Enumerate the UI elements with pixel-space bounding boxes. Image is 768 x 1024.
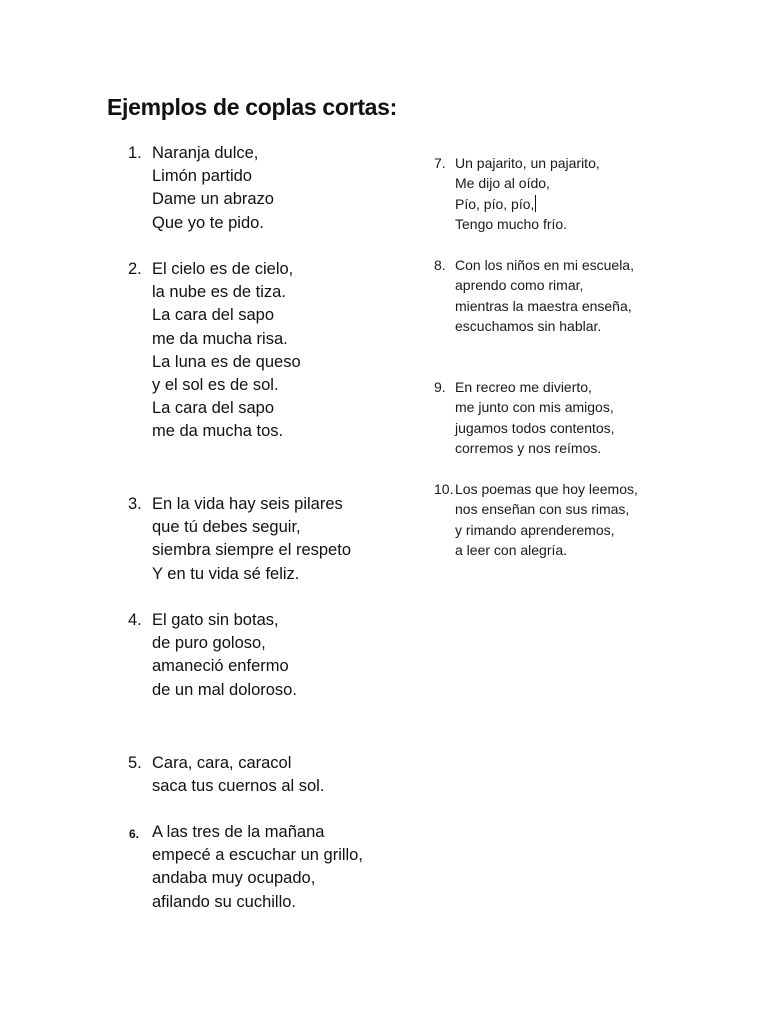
copla-line: corremos y nos reímos.: [455, 439, 602, 456]
copla-line: El gato sin botas,: [152, 611, 279, 629]
copla-line: nos enseñan con sus rimas,: [455, 501, 630, 518]
copla-line: En recreo me divierto,: [455, 379, 592, 395]
copla-line: Naranja dulce,: [152, 144, 259, 162]
copla-line: afilando su cuchillo.: [152, 892, 297, 911]
copla-9: [434, 377, 615, 458]
copla-line: Los poemas que hoy leemos,: [455, 481, 638, 497]
copla-line: andaba muy ocupado,: [152, 869, 316, 888]
copla-line: siembra siempre el respeto: [152, 541, 351, 560]
copla-number: 6.: [129, 827, 140, 841]
copla-number: 9.: [434, 379, 446, 395]
copla-line: escuchamos sin hablar.: [455, 317, 602, 334]
copla-number: 10.: [434, 481, 454, 497]
copla-line: Con los niños en mi escuela,: [455, 257, 634, 273]
copla-number: 4.: [128, 611, 142, 629]
copla-line: empecé a escuchar un grillo,: [152, 846, 363, 865]
copla-line: En la vida hay seis pilares: [152, 495, 343, 513]
copla-line: Un pajarito, un pajarito,: [455, 155, 600, 171]
copla-line: aprendo como rimar,: [455, 277, 584, 294]
copla-number: 8.: [434, 257, 446, 273]
copla-line: de puro goloso,: [152, 634, 266, 653]
copla-line: jugamos todos contentos,: [455, 419, 615, 436]
copla-line: La luna es de queso: [152, 352, 301, 371]
copla-number: 5.: [128, 754, 142, 772]
copla-line: La cara del sapo: [152, 399, 275, 418]
copla-number: 3.: [128, 495, 142, 513]
copla-line: El cielo es de cielo,: [152, 260, 294, 278]
copla-line: amaneció enfermo: [152, 657, 289, 676]
copla-line: y el sol es de sol.: [152, 376, 279, 395]
copla-line: Y en tu vida sé feliz.: [152, 564, 300, 583]
copla-line: de un mal doloroso.: [152, 680, 297, 699]
copla-number: 2.: [128, 260, 142, 278]
copla-line: me da mucha risa.: [152, 329, 288, 348]
copla-line: saca tus cuernos al sol.: [152, 777, 325, 796]
copla-line: Cara, cara, caracol: [152, 754, 292, 772]
copla-4: [128, 609, 297, 702]
copla-2: [128, 258, 301, 444]
copla-line-with-cursor: [455, 194, 600, 214]
copla-8: [434, 255, 634, 336]
copla-1: [128, 142, 274, 235]
copla-line: Dame un abrazo: [152, 190, 274, 209]
copla-line: me da mucha tos.: [152, 422, 284, 441]
copla-line: Limón partido: [152, 167, 252, 186]
copla-line: Pío, pío, pío,: [455, 195, 535, 212]
copla-line: A las tres de la mañana: [152, 823, 325, 841]
copla-6: [129, 821, 363, 914]
text-cursor: [535, 195, 536, 212]
copla-10: [434, 479, 638, 560]
copla-3: [128, 493, 351, 586]
copla-7: [434, 153, 600, 234]
copla-line: La cara del sapo: [152, 306, 275, 325]
copla-line: mientras la maestra enseña,: [455, 297, 632, 314]
copla-line: Me dijo al oído,: [455, 175, 550, 192]
copla-line: que tú debes seguir,: [152, 518, 301, 537]
copla-number: 7.: [434, 155, 446, 171]
copla-line: a leer con alegría.: [455, 541, 568, 558]
copla-line: Que yo te pido.: [152, 213, 264, 232]
copla-line: me junto con mis amigos,: [455, 399, 614, 416]
copla-line: y rimando aprenderemos,: [455, 521, 615, 538]
copla-5: [128, 752, 325, 798]
copla-line: la nube es de tiza.: [152, 283, 286, 302]
copla-number: 1.: [128, 144, 142, 162]
copla-line: Tengo mucho frío.: [455, 215, 568, 232]
page-title: Ejemplos de coplas cortas:: [107, 94, 398, 120]
